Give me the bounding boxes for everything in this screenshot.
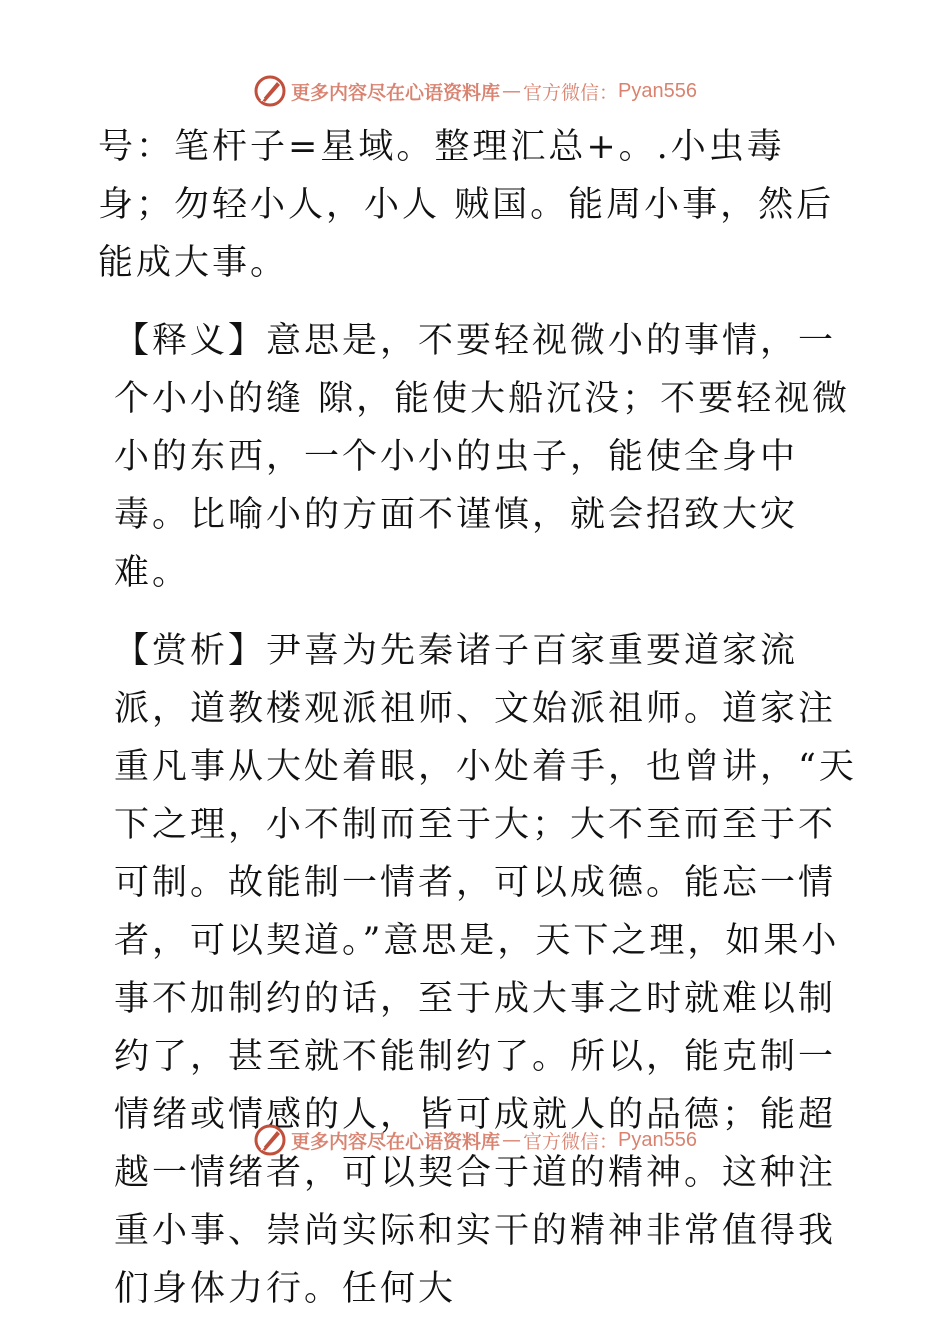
watermark-title: 更多内容尽在心语资料库: [291, 1130, 501, 1153]
paragraph-tag: 【赏析】: [114, 631, 267, 671]
header-watermark: [0, 71, 950, 111]
quill-logo-icon: [253, 74, 287, 108]
quill-logo-icon: [253, 1123, 287, 1157]
paragraph-tag: 【释义】: [114, 321, 267, 361]
watermark-wechat-label: 官方微信：: [523, 1130, 619, 1153]
watermark-separator: —: [502, 80, 522, 102]
footer-watermark: [0, 1120, 950, 1160]
watermark-title: 更多内容尽在心语资料库: [291, 81, 501, 104]
paragraph-text: 意思是，不要轻视微小的事情，一个小小的缝 隙，能使大船沉没；不要轻视微小的东西，一个小小的虫子，能使全身中毒。比喻小的方面不谨慎，就会招致大灾难。: [114, 321, 851, 593]
paragraph-meaning: [114, 312, 858, 602]
watermark-wechat-label: 官方微信：: [523, 81, 619, 104]
watermark-wechat-id: Pyan556: [618, 79, 697, 102]
paragraph-text: 号：笔杆子=星域。整理汇总+。.小虫毒身；勿轻小人，小人 贼国。能周小事，然后能成大事。: [98, 127, 835, 283]
paragraph-text: 尹喜为先秦诸子百家重要道家流派，道教楼观派祖师、文始派祖师。道家注重凡事从大处着眼，小处着手，也曾讲，“天下之理，小不制而至于大；大不至而至于不可制。故能制一情者，可以成德。能忘一情者，可以契道。”意思是，天下之理，如果小事不加制约的话，至于成大事之时就难以制约了，甚至就不能制约了。所以，能克制一情绪或情感的人，皆可成就人的品德；能超越一情绪者，可以契合于道的精神。这种注重小事、崇尚实际和实干的精神非常值得我们身体力行。任何大: [114, 631, 857, 1309]
paragraph-intro: [98, 118, 858, 292]
watermark-separator: —: [502, 1129, 522, 1151]
watermark-wechat-id: Pyan556: [618, 1128, 697, 1151]
paragraph-analysis: [114, 622, 858, 1318]
